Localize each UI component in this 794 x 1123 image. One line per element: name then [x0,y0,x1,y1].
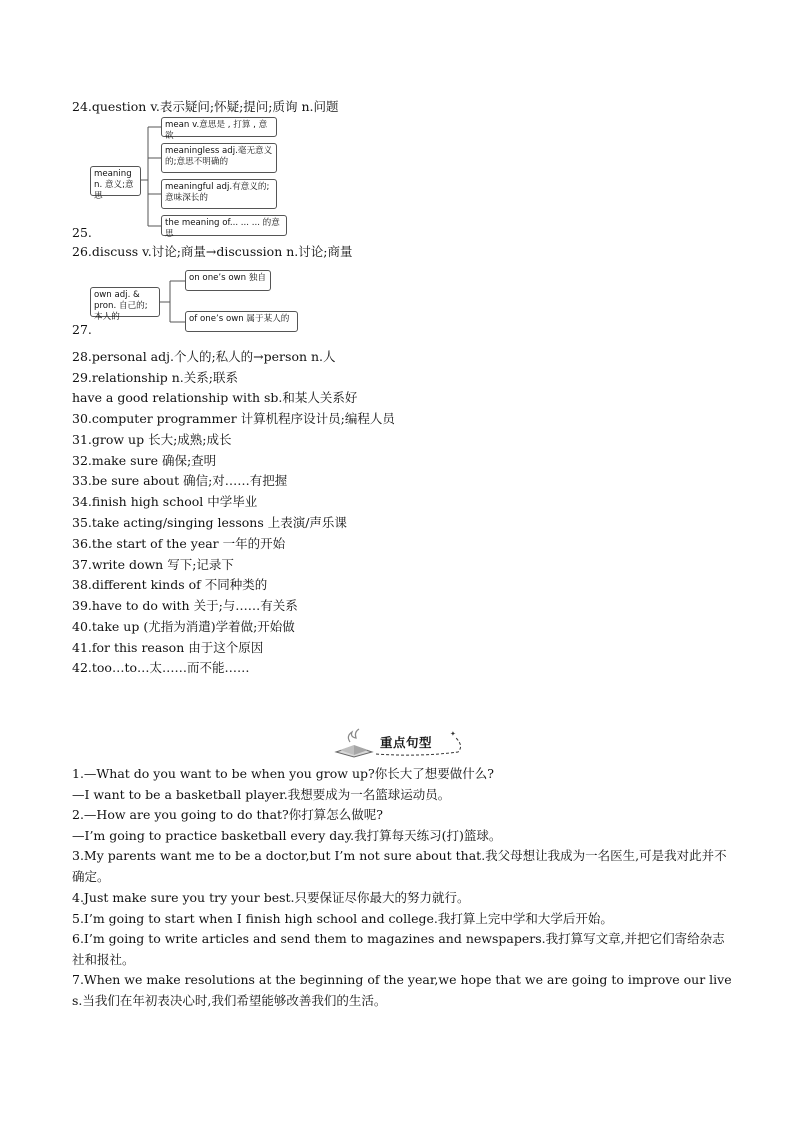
vocab-item: 40.take up (尤指为消遣)学着做;开始做 [72,619,295,634]
vocab-item: 38.different kinds of 不同种类的 [72,577,268,592]
diagram-25-branch-2: meaningless adj.毫无意义的;意思不明确的 [161,143,277,173]
vocab-item-25-number: 25. [72,225,92,240]
vocab-item: 31.grow up 长大;成熟;成长 [72,432,232,447]
diagram-27-branch-2: of one’s own 属于某人的 [185,311,298,332]
diagram-25-branch-1: mean v.意思是 , 打算 , 意欲 [161,117,277,137]
sentence: 1.—What do you want to be when you grow up?你长大了想要做什么? [72,766,494,781]
diagram-25-branch-3: meaningful adj.有意义的;意味深长的 [161,179,277,209]
open-book-icon [336,729,372,757]
sentence: 6.I’m going to write articles and send them to magazines and newspapers.我打算写文章,并把它们寄给杂志社和报社。 [72,931,725,967]
vocab-item-24: 24.question v.表示疑问;怀疑;提问;质询 n.问题 [72,99,339,114]
sentence: 4.Just make sure you try your best.只要保证尽你最大的努力就行。 [72,890,470,905]
diagram-25-branch-4: the meaning of... ... ... 的意思 [161,215,287,236]
vocab-item-27-number: 27. [72,322,92,337]
diagram-27-root: own adj. & pron. 自己的;本人的 [90,287,160,317]
vocab-item: 36.the start of the year 一年的开始 [72,536,286,551]
diagram-25-connectors [0,0,794,400]
sentence: 3.My parents want me to be a doctor,but I’m not sure about that.我父母想让我成为一名医生,可是我对此并不确定。 [72,848,727,884]
svg-text:✦: ✦ [450,730,456,738]
diagram-27-branch-1: on one’s own 独自 [185,270,271,291]
section-title: 重点句型 [380,735,433,750]
sentence: —I’m going to practice basketball every day.我打算每天练习(打)篮球。 [72,828,502,843]
vocab-item-26: 26.discuss v.讨论;商量→discussion n.讨论;商量 [72,244,353,259]
diagram-25-root: meaning n. 意义;意思 [90,166,141,196]
vocab-item: 34.finish high school 中学毕业 [72,494,258,509]
sentence: 5.I’m going to start when I finish high school and college.我打算上完中学和大学后开始。 [72,911,613,926]
vocab-item: 32.make sure 确保;查明 [72,453,217,468]
vocab-item: 33.be sure about 确信;对……有把握 [72,473,288,488]
vocab-item: 37.write down 写下;记录下 [72,557,234,572]
vocab-item: have a good relationship with sb.和某人关系好 [72,390,358,405]
vocab-item: 41.for this reason 由于这个原因 [72,640,264,655]
vocab-item: 39.have to do with 关于;与……有关系 [72,598,298,613]
vocab-item: 30.computer programmer 计算机程序设计员;编程人员 [72,411,395,426]
vocab-item: 42.too…to…太……而不能…… [72,660,250,675]
vocab-item: 29.relationship n.关系;联系 [72,370,238,385]
sentence: 2.—How are you going to do that?你打算怎么做呢? [72,807,383,822]
sentence: 7.When we make resolutions at the beginning of the year,we hope that we are going to improve our lives.当我们在年初表决心时,我们希望能够改善我们的生活。 [72,972,732,1008]
vocab-item: 28.personal adj.个人的;私人的→person n.人 [72,349,336,364]
sentence: —I want to be a basketball player.我想要成为一名篮球运动员。 [72,787,451,802]
vocab-item: 35.take acting/singing lessons 上表演/声乐课 [72,515,347,530]
